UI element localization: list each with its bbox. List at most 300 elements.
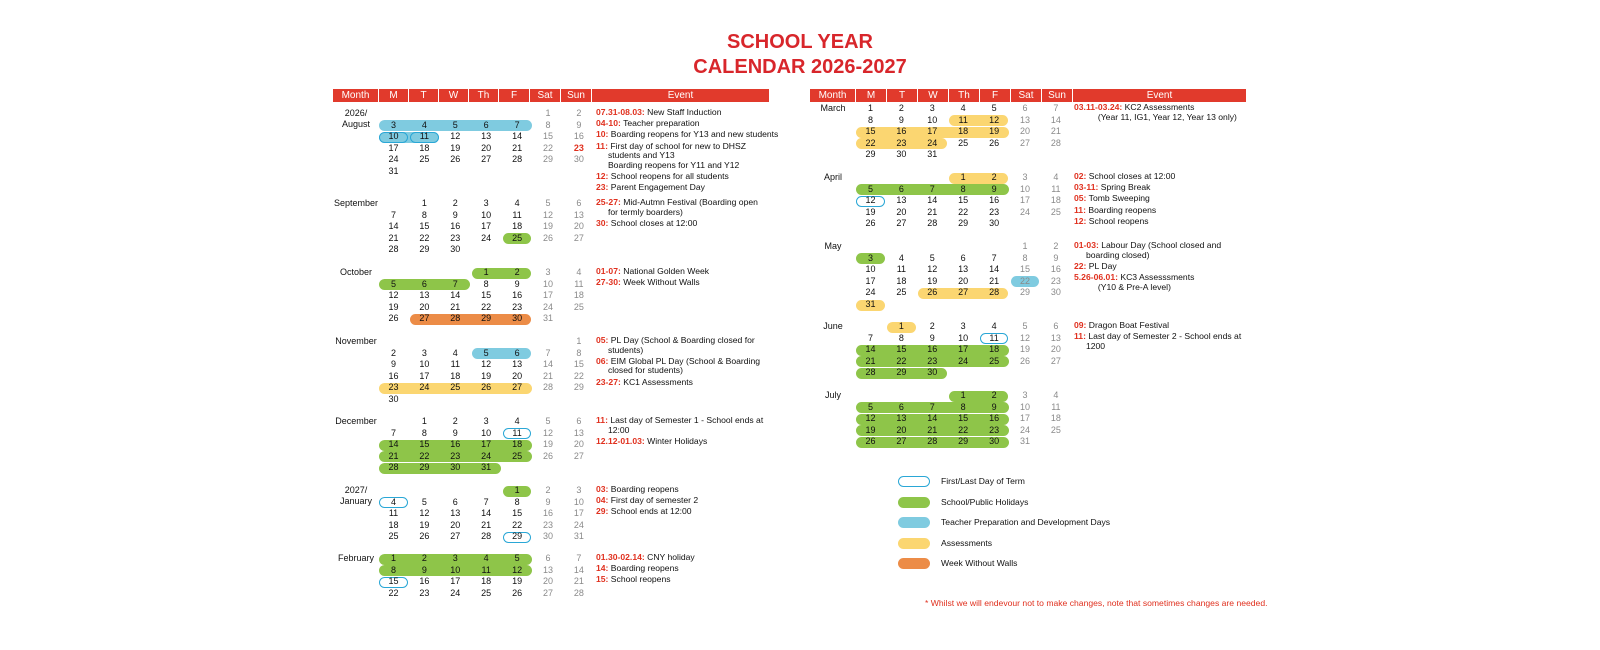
event-item (596, 564, 679, 574)
day-cell: 17 (388, 142, 399, 153)
footnote: * Whilst we will endevour not to make changes, note that sometimes changes are needed. (925, 598, 1268, 608)
day-cell: 31 (481, 462, 492, 473)
day-cell: 5 (867, 401, 873, 412)
day-cell: 19 (388, 301, 399, 312)
event-item (596, 496, 698, 506)
day-cell: 24 (927, 137, 938, 148)
day-cell: 19 (419, 519, 430, 530)
header-m: M (379, 89, 408, 102)
day-cell: 13 (450, 508, 461, 519)
day-cell: 16 (450, 439, 461, 450)
day-cell: 18 (573, 290, 584, 301)
event-text: PL Day (1086, 260, 1117, 271)
day-cell: 17 (542, 290, 553, 301)
day-cell: 9 (898, 114, 904, 125)
day-cell: 15 (388, 576, 399, 587)
day-cell: 27 (450, 531, 461, 542)
day-cell: 1 (867, 103, 873, 113)
day-cell: 10 (542, 278, 553, 289)
day-cell: 20 (1050, 344, 1061, 355)
day-cell: 2 (1053, 241, 1059, 251)
day-cell: 19 (542, 439, 553, 450)
day-cell: 5 (483, 347, 489, 358)
day-cell: 24 (481, 450, 492, 461)
event-date: 22: (1074, 260, 1087, 271)
day-cell: 25 (419, 154, 430, 165)
day-cell: 17 (573, 508, 584, 519)
day-cell: 18 (896, 275, 907, 286)
legend-swatch-assess (898, 538, 930, 549)
day-cell: 13 (1019, 114, 1030, 125)
event-item (596, 219, 697, 229)
event-date: 11: (596, 140, 608, 151)
day-cell: 11 (419, 131, 430, 142)
day-cell: 26 (542, 450, 553, 461)
event-date: 12: (1074, 215, 1087, 226)
day-cell: 13 (896, 195, 907, 206)
day-cell: 20 (958, 275, 969, 286)
day-cell: 8 (390, 564, 396, 575)
event-text: Last day of Semester 1 - School ends at 12:00 (607, 415, 764, 435)
event-item (596, 485, 679, 495)
day-cell: 14 (542, 359, 553, 370)
month-name: February (337, 553, 374, 563)
day-cell: 11 (481, 564, 491, 575)
event-text: National Golden Week (620, 266, 710, 276)
event-date: 27-30: (596, 277, 621, 288)
day-cell: 30 (450, 244, 461, 255)
day-cell: 28 (388, 462, 399, 473)
event-date: 10: (596, 129, 609, 140)
day-cell: 27 (1019, 137, 1030, 148)
event-date: 03.11-03.24: (1074, 102, 1123, 112)
day-cell: 16 (419, 576, 430, 587)
event-date: 14: (596, 563, 609, 574)
event-text: Winter Holidays (644, 435, 708, 446)
day-cell: 13 (1050, 332, 1061, 343)
day-cell: 18 (481, 576, 492, 587)
event-text: School reopens for all students (608, 171, 729, 181)
day-cell: 21 (865, 355, 876, 366)
day-cell: 19 (481, 370, 492, 381)
day-cell: 6 (483, 119, 489, 130)
day-cell: 4 (514, 416, 520, 426)
event-text: School reopens (608, 574, 671, 585)
event-date: 01-07: (596, 266, 621, 276)
day-cell: 10 (419, 359, 430, 370)
event-date: 02: (1074, 171, 1087, 181)
day-cell: 13 (512, 359, 523, 370)
day-cell: 21 (927, 206, 938, 217)
day-cell: 19 (865, 424, 876, 435)
day-cell: 12 (512, 564, 523, 575)
day-cell: 26 (865, 436, 876, 447)
day-cell: 7 (1053, 103, 1059, 113)
day-cell: 16 (989, 195, 1000, 206)
day-cell: 25 (388, 531, 399, 542)
day-cell: 12 (1019, 332, 1030, 343)
day-cell: 6 (421, 278, 427, 289)
day-cell: 12 (989, 114, 1000, 125)
day-cell: 6 (576, 198, 582, 208)
day-cell: 20 (419, 301, 430, 312)
day-cell: 25 (1050, 424, 1061, 435)
day-cell: 28 (388, 244, 399, 255)
day-cell: 13 (573, 427, 584, 438)
header-t: T (887, 89, 917, 102)
event-item (1074, 262, 1117, 272)
day-cell: 18 (388, 519, 399, 530)
day-cell: 10 (865, 264, 876, 275)
day-cell: 13 (542, 564, 553, 575)
day-cell: 14 (927, 195, 938, 206)
day-cell: 5 (867, 183, 873, 194)
day-cell: 16 (573, 131, 584, 142)
day-cell: 26 (481, 382, 492, 393)
day-cell: 21 (542, 370, 553, 381)
day-cell: 2 (545, 485, 551, 495)
event-date: 5.26-06.01: (1074, 272, 1118, 282)
day-cell: 8 (483, 278, 489, 289)
header-sun: Sun (1042, 89, 1072, 102)
day-cell: 11 (388, 508, 399, 519)
day-cell: 28 (927, 436, 938, 447)
day-cell: 10 (481, 427, 492, 438)
day-cell: 8 (960, 183, 966, 194)
day-cell: 7 (867, 332, 873, 343)
event-date: 29: (596, 506, 609, 517)
event-text: School ends at 12:00 (608, 506, 692, 517)
day-cell: 8 (421, 427, 427, 438)
day-cell: 25 (450, 382, 461, 393)
day-cell: 13 (419, 290, 430, 301)
day-cell: 12 (450, 131, 461, 142)
day-cell: 4 (1053, 172, 1059, 182)
day-cell: 20 (573, 221, 584, 232)
day-cell: 20 (1019, 126, 1030, 137)
day-cell: 6 (576, 416, 582, 426)
day-cell: 7 (452, 278, 458, 289)
legend-swatch-holiday (898, 497, 930, 508)
event-text: EIM Global PL Day (School & Boarding closed for students) (607, 355, 760, 376)
day-cell: 14 (1050, 114, 1061, 125)
month-name: June (823, 321, 843, 331)
day-cell: 12 (865, 413, 876, 424)
day-cell: 11 (1051, 401, 1061, 412)
event-text: New Staff Induction (644, 107, 722, 117)
month-name: July (824, 390, 841, 400)
day-cell: 2 (390, 347, 396, 358)
day-cell: 9 (452, 427, 458, 438)
day-cell: 5 (452, 119, 458, 130)
day-cell: 13 (573, 209, 584, 220)
day-cell: 6 (514, 347, 520, 358)
day-cell: 15 (1019, 264, 1030, 275)
month-name: September (333, 198, 379, 208)
legend-swatch-prep (898, 517, 930, 528)
day-cell: 30 (896, 149, 907, 160)
header-sun: Sun (561, 89, 591, 102)
day-cell: 26 (989, 137, 1000, 148)
day-cell: 2 (452, 416, 458, 426)
event-text: Boarding reopens (1085, 204, 1157, 215)
day-cell: 26 (450, 154, 461, 165)
day-cell: 3 (929, 103, 935, 113)
day-cell: 15 (896, 344, 907, 355)
day-cell: 19 (512, 576, 523, 587)
day-cell: 3 (960, 321, 966, 331)
day-cell: 18 (419, 142, 430, 153)
event-text: Teacher preparation (620, 118, 700, 129)
event-text: Week Without Walls (620, 277, 700, 288)
day-cell: 23 (450, 232, 461, 243)
day-cell: 31 (573, 531, 584, 542)
day-cell: 22 (481, 301, 492, 312)
day-cell: 27 (512, 382, 523, 393)
day-cell: 28 (512, 154, 523, 165)
day-cell: 9 (514, 278, 520, 289)
day-cell: 6 (545, 553, 551, 563)
event-item (596, 378, 693, 388)
day-cell: 20 (896, 424, 907, 435)
day-cell: 23 (896, 137, 907, 148)
day-cell: 15 (958, 413, 969, 424)
day-cell: 25 (512, 232, 523, 243)
day-cell: 29 (419, 244, 430, 255)
header-m: M (856, 89, 886, 102)
day-cell: 26 (388, 313, 399, 324)
header-f: F (499, 89, 529, 102)
day-cell: 23 (989, 206, 1000, 217)
event-text: Tomb Sweeping (1086, 193, 1150, 204)
event-date: 04: (596, 495, 609, 506)
day-cell: 22 (419, 450, 430, 461)
day-cell: 21 (512, 142, 523, 153)
day-cell: 25 (512, 450, 523, 461)
day-cell: 16 (388, 370, 399, 381)
event-item (1074, 194, 1150, 204)
day-cell: 11 (958, 114, 968, 125)
day-cell: 2 (991, 172, 997, 182)
day-cell: 15 (542, 131, 553, 142)
day-cell: 2 (514, 267, 520, 277)
event-text: Parent Engagement Day (608, 182, 705, 193)
day-cell: 3 (421, 347, 427, 358)
day-cell: 20 (481, 142, 492, 153)
day-cell: 28 (989, 287, 1000, 298)
day-cell: 27 (896, 436, 907, 447)
day-cell: 4 (1053, 390, 1059, 400)
day-cell: 9 (421, 564, 427, 575)
day-cell: 28 (450, 313, 461, 324)
day-cell: 26 (1019, 355, 1030, 366)
day-cell: 11 (574, 278, 584, 289)
day-cell: 22 (573, 370, 584, 381)
event-text: CNY holiday (644, 552, 695, 562)
day-cell: 26 (512, 587, 523, 598)
day-cell: 19 (865, 206, 876, 217)
legend-label: Assessments (941, 537, 993, 548)
day-cell: 21 (388, 450, 399, 461)
day-cell: 24 (1019, 424, 1030, 435)
day-cell: 1 (545, 108, 551, 118)
day-cell: 30 (989, 436, 1000, 447)
day-cell: 3 (545, 267, 551, 277)
event-text: Labour Day (School closed and boarding closed) (1085, 240, 1222, 260)
event-date: 23: (596, 182, 609, 193)
event-date: 11: (596, 415, 608, 425)
event-date: 23-27: (596, 376, 621, 387)
day-cell: 28 (542, 382, 553, 393)
title-line-2: CALENDAR 2026-2027 (693, 56, 907, 78)
day-cell: 29 (573, 382, 584, 393)
day-cell: 3 (483, 416, 489, 426)
event-text: Last day of Semester 2 - School ends at 1200 (1085, 331, 1242, 351)
day-cell: 29 (958, 436, 969, 447)
event-text: Mid-Autmn Festival (Boarding open for termly boarders) (607, 197, 758, 217)
event-item (1074, 103, 1237, 122)
day-cell: 1 (1022, 241, 1028, 251)
day-cell: 16 (927, 344, 938, 355)
header-event: Event (592, 89, 769, 102)
day-cell: 10 (927, 114, 938, 125)
day-cell: 5 (545, 198, 551, 208)
day-cell: 17 (481, 439, 492, 450)
event-date: 12: (596, 171, 609, 181)
day-cell: 22 (958, 424, 969, 435)
event-date: 30: (596, 217, 609, 228)
event-date: 11: (1074, 204, 1086, 215)
day-cell: 5 (421, 496, 427, 507)
day-cell: 27 (573, 232, 584, 243)
day-cell: 6 (960, 252, 966, 263)
day-cell: 19 (927, 275, 938, 286)
day-cell: 7 (576, 553, 582, 563)
month-name: April (823, 172, 842, 182)
day-cell: 22 (512, 519, 523, 530)
day-cell: 21 (388, 232, 399, 243)
day-cell: 9 (576, 119, 582, 130)
day-cell: 15 (419, 221, 430, 232)
day-cell: 4 (576, 267, 582, 277)
day-cell: 31 (927, 149, 938, 160)
day-cell: 2 (452, 198, 458, 208)
day-cell: 9 (991, 401, 997, 412)
day-cell: 8 (1022, 252, 1028, 263)
day-cell: 15 (481, 290, 492, 301)
day-cell: 9 (545, 496, 551, 507)
event-date: 09: (1074, 320, 1087, 330)
day-cell: 11 (1051, 183, 1061, 194)
legend-label: Teacher Preparation and Development Days (941, 517, 1111, 527)
day-cell: 1 (421, 416, 427, 426)
event-text: First day of school for new to DHSZ students and Y13 Boarding reopens for Y11 and Y12 (607, 140, 746, 170)
day-cell: 16 (989, 413, 1000, 424)
day-cell: 16 (1050, 264, 1061, 275)
day-cell: 20 (542, 576, 553, 587)
event-date: 06: (596, 355, 609, 366)
day-cell: 6 (898, 401, 904, 412)
day-cell: 5 (1022, 321, 1028, 331)
day-cell: 25 (573, 301, 584, 312)
day-cell: 18 (512, 439, 523, 450)
day-cell: 4 (483, 553, 489, 563)
event-date: 01-03: (1074, 240, 1099, 250)
month-name: March (820, 103, 846, 113)
day-cell: 15 (419, 439, 430, 450)
event-item (1074, 332, 1241, 351)
day-cell: 2 (991, 390, 997, 400)
day-cell: 23 (419, 587, 430, 598)
day-cell: 12 (481, 359, 492, 370)
day-cell: 12 (542, 427, 553, 438)
day-cell: 18 (450, 370, 461, 381)
day-cell: 5 (545, 416, 551, 426)
day-cell: 31 (542, 313, 553, 324)
day-cell: 23 (450, 450, 461, 461)
day-cell: 5 (390, 278, 396, 289)
month-name: May (824, 241, 842, 251)
day-cell: 17 (1019, 195, 1030, 206)
event-text: First day of semester 2 (608, 495, 699, 506)
legend-swatch-ring (898, 476, 930, 487)
day-cell: 14 (481, 508, 492, 519)
day-cell: 27 (1050, 355, 1061, 366)
day-cell: 27 (542, 587, 553, 598)
day-cell: 25 (989, 355, 1000, 366)
day-cell: 12 (419, 508, 430, 519)
event-item (596, 553, 695, 563)
day-cell: 21 (573, 576, 584, 587)
title-line-1: SCHOOL YEAR (727, 31, 873, 53)
day-cell: 1 (576, 336, 582, 346)
day-cell: 21 (989, 275, 1000, 286)
day-cell: 25 (1050, 206, 1061, 217)
day-cell: 24 (388, 154, 399, 165)
event-item (596, 198, 758, 217)
day-cell: 6 (1022, 103, 1028, 113)
event-item (596, 416, 763, 435)
month-name: 2027/ January (339, 485, 373, 506)
day-cell: 30 (1050, 287, 1061, 298)
event-date: 03-11: (1074, 182, 1099, 193)
legend-swatch-www (898, 558, 930, 569)
event-item (1074, 273, 1194, 292)
day-cell: 20 (896, 206, 907, 217)
event-date: 05: (1074, 193, 1087, 204)
day-cell: 11 (989, 332, 999, 343)
header-sat: Sat (530, 89, 560, 102)
month-name: November (335, 336, 377, 346)
header-sat: Sat (1011, 89, 1041, 102)
day-cell: 4 (452, 347, 458, 358)
event-text: Dragon Boat Festival (1086, 320, 1170, 330)
day-cell: 28 (865, 367, 876, 378)
day-cell: 17 (865, 275, 876, 286)
day-cell: 8 (867, 114, 873, 125)
day-cell: 4 (898, 252, 904, 263)
day-cell: 2 (576, 108, 582, 118)
day-cell: 25 (481, 587, 492, 598)
day-cell: 22 (419, 232, 430, 243)
day-cell: 22 (542, 142, 553, 153)
day-cell: 23 (573, 142, 584, 153)
day-cell: 10 (1019, 183, 1030, 194)
day-cell: 5 (929, 252, 935, 263)
day-cell: 22 (896, 355, 907, 366)
header-f: F (980, 89, 1010, 102)
day-cell: 28 (1050, 137, 1061, 148)
